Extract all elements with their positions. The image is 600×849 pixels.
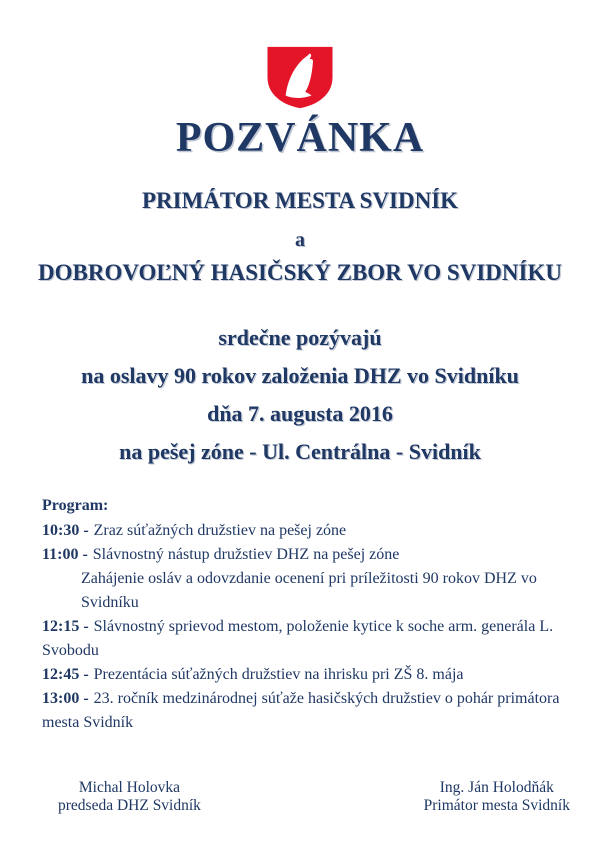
invite-line-verb: srdečne pozývajú [218,325,382,351]
signature-right-name: Ing. Ján Holodňák [439,779,554,797]
svidnik-coat-of-arms-icon [263,45,337,110]
conjunction-a: a [295,229,305,252]
program-label: Program: [42,497,109,515]
program-item-text: Slávnostný nástup družstiev DHZ na pešej zóne [92,546,400,564]
signature-right [424,779,570,815]
program-item-time: 10:30 - [42,522,89,540]
program-section [0,496,600,735]
program-item [42,663,580,687]
invite-line-date: dňa 7. augusta 2016 [207,401,393,427]
invite-line-event: na oslavy 90 rokov založenia DHZ vo Svidníku [81,363,519,389]
organizer-line-primator: PRIMÁTOR MESTA SVIDNÍK [141,188,459,214]
signature-left-name: Michal Holovka [78,779,181,797]
program-item-time: 13:00 - [42,690,89,708]
program-item-time: 12:15 - [42,618,89,636]
organizer-line-dhz: DOBROVOĽNÝ HASIČSKÝ ZBOR VO SVIDNÍKU [38,260,562,286]
program-item-text: 23. ročník medzinárodnej súťaže hasičských družstiev o pohár primátora mesta Svidník [42,690,560,732]
program-item [42,687,580,735]
program-item [42,615,580,663]
program-item-time: 12:45 - [42,666,89,684]
document-title: POZVÁNKA [175,115,425,161]
program-item-text: Zahájenie osláv a odovzdanie ocenení pri príležitosti 90 rokov DHZ vo Svidníku [81,570,537,612]
signature-left-role: predseda DHZ Svidník [58,797,201,815]
program-item-text: Slávnostný sprievod mestom, položenie kytice k soche arm. generála L. Svobodu [42,618,554,660]
program-item [42,519,580,543]
signature-right-role: Primátor mesta Svidník [423,797,570,815]
invitation-text-block [0,319,600,471]
signatures-row [0,779,600,815]
program-item [42,543,580,567]
program-item-text: Prezentácia súťažných družstiev na ihrisku pri ZŠ 8. mája [93,666,464,684]
invite-line-place: na pešej zóne - Ul. Centrálna - Svidník [119,439,481,465]
program-item-continuation [42,567,580,615]
signature-left [58,779,201,815]
program-item-text: Zraz súťažných družstiev na pešej zóne [93,522,347,540]
logo-container [0,0,600,110]
program-item-time: 11:00 - [42,546,88,564]
program-items-list [42,519,580,735]
